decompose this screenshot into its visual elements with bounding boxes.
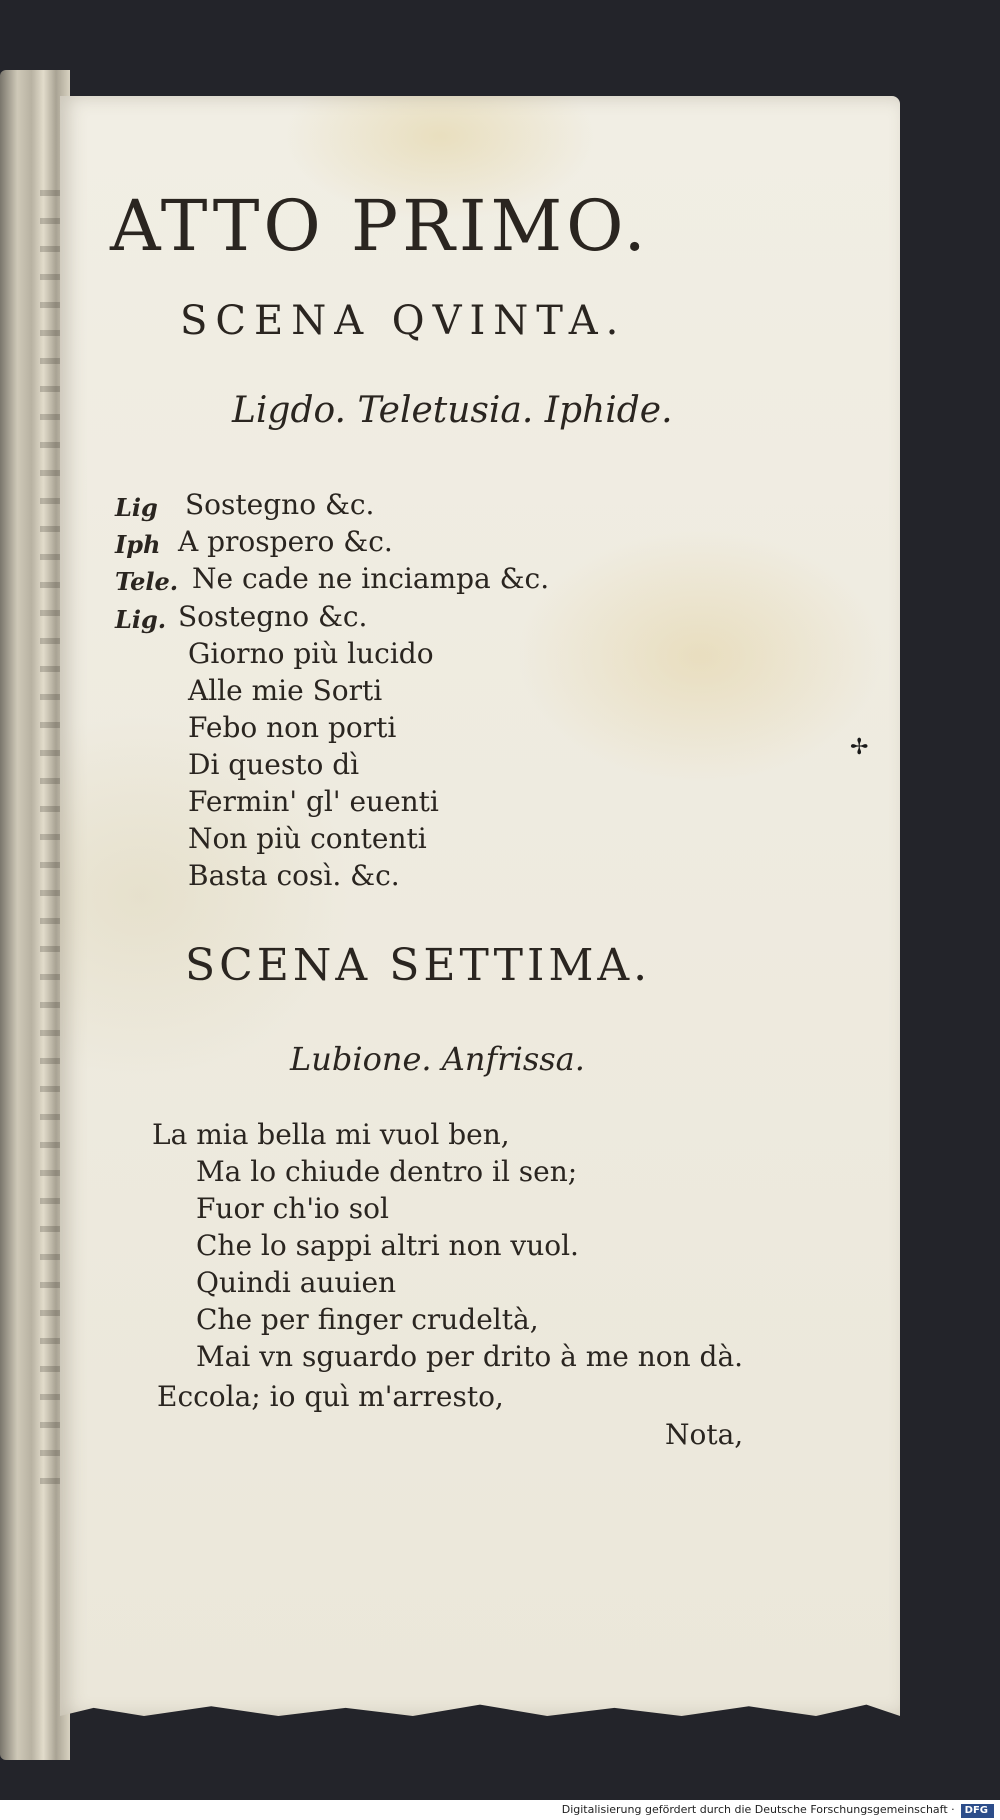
- character-list-1: Ligdo. Teletusia. Iphide.: [232, 390, 673, 431]
- verse-line: Fermin' gl' euenti: [188, 785, 439, 818]
- speaker-label: Tele.: [115, 567, 179, 596]
- verse-line: Ne cade ne inciampa &c.: [192, 562, 550, 595]
- book-left-pages: [0, 70, 70, 1760]
- verse-line: La mia bella mi vuol ben,: [152, 1118, 510, 1151]
- character-list-2: Lubione. Anfrissa.: [290, 1040, 585, 1078]
- verse-line: Mai vn sguardo per drito à me non dà.: [196, 1340, 744, 1373]
- verse-line: Basta così. &c.: [188, 859, 400, 892]
- verse-line: Fuor ch'io sol: [196, 1192, 389, 1225]
- scene-heading-1: SCENA QVINTA.: [180, 298, 627, 344]
- footer-credit: Digitalisierung gefördert durch die Deutsche Forschungsgemeinschaft ·: [561, 1803, 955, 1816]
- verse-line: Eccola; io quì m'arresto,: [157, 1380, 504, 1413]
- verse-line: Che per finger crudeltà,: [196, 1303, 539, 1336]
- act-title: ATTO PRIMO.: [110, 185, 650, 267]
- verse-line: A prospero &c.: [178, 525, 393, 558]
- verse-line: Quindi auuien: [196, 1266, 397, 1299]
- verse-line: Alle mie Sorti: [188, 674, 383, 707]
- catchword: Nota,: [665, 1418, 744, 1451]
- speaker-label: Lig: [115, 493, 158, 522]
- verse-line: Che lo sappi altri non vuol.: [196, 1229, 579, 1262]
- speaker-label: Lig.: [115, 605, 167, 634]
- ink-blot-icon: ✢: [850, 735, 869, 760]
- verse-line: Sostegno &c.: [185, 488, 375, 521]
- digitization-footer: [0, 1800, 1000, 1820]
- verse-line: Non più contenti: [188, 822, 427, 855]
- verse-line: Sostegno &c.: [178, 600, 368, 633]
- verse-line: Febo non porti: [188, 711, 397, 744]
- scene-heading-2: SCENA SETTIMA.: [185, 940, 652, 991]
- speaker-label: Iph: [115, 530, 161, 559]
- dfg-logo-icon: DFG: [961, 1804, 994, 1818]
- verse-line: Giorno più lucido: [188, 637, 434, 670]
- verse-line: Di questo dì: [188, 748, 360, 781]
- verse-line: Ma lo chiude dentro il sen;: [196, 1155, 578, 1188]
